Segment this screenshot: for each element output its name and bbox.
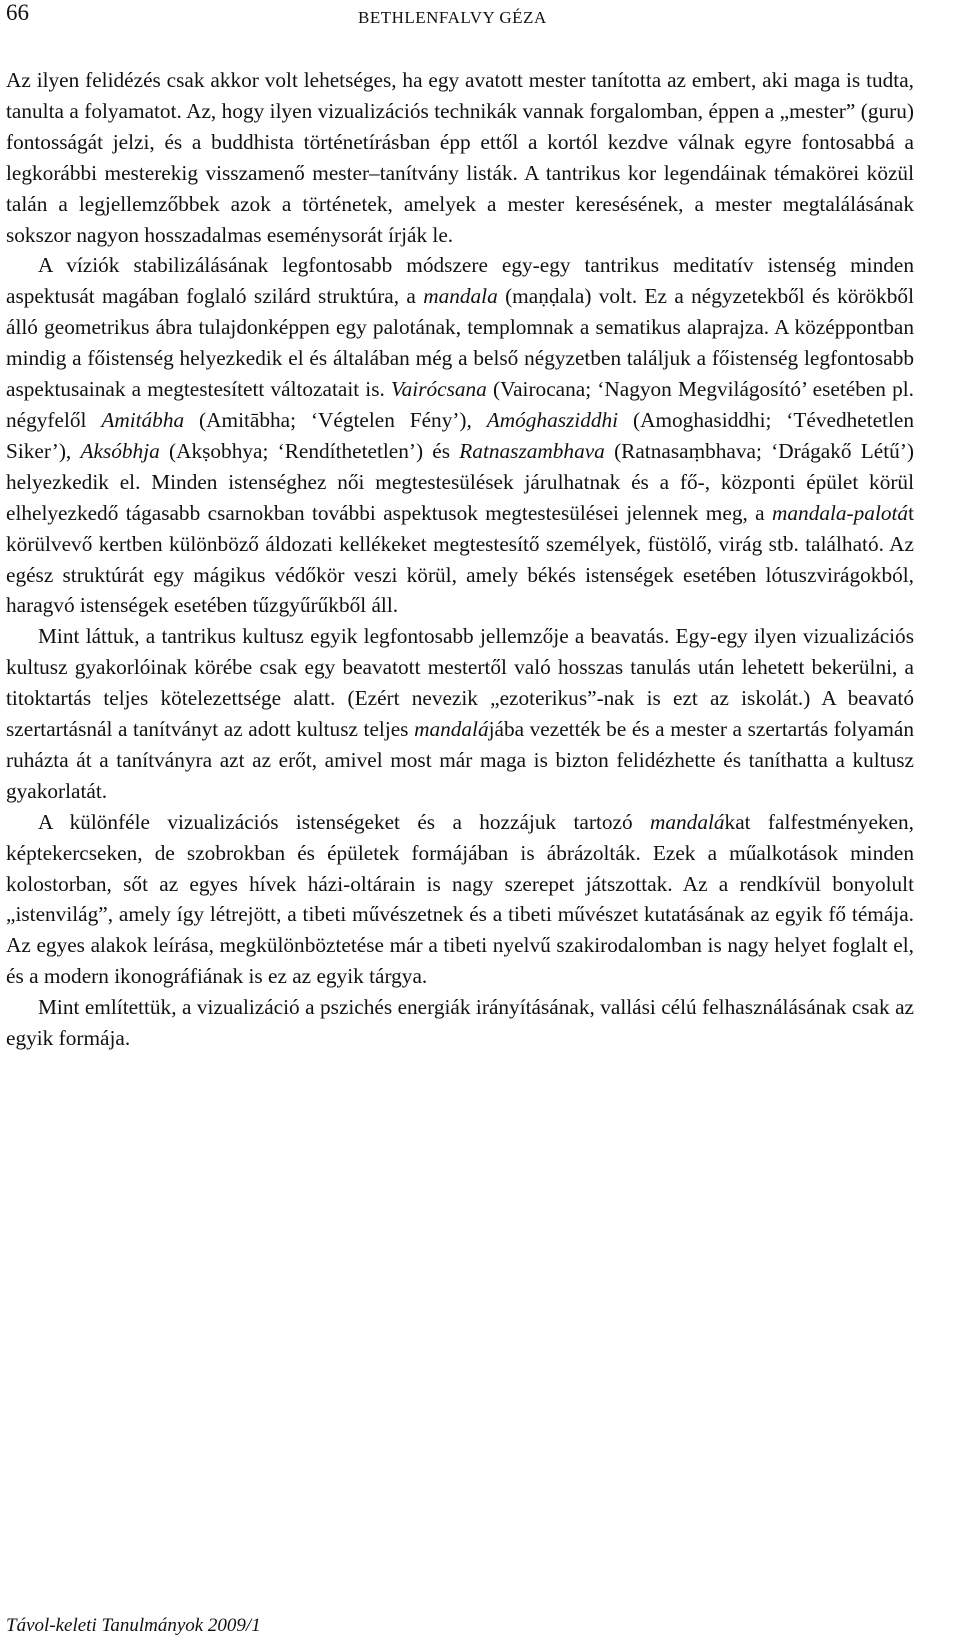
text-segment: t körülvevő kertben különböző áldozati kellékeket megtestesítő személyek, füstölő, virág stb. található. Az egész struktúrát egy mágikus védőkör veszi körül, amely békés istenségek esetében lótuszvirágokból, haragvó istenségek esetében tűzgyűrűkből áll. [6,500,914,618]
text-segment: A víziók stabilizálásának legfontosabb módszere egy-egy tantrikus meditatív istenség minden aspektusát magában foglaló szilárd struktúra, a [6,253,914,309]
text-segment: kat falfestményeken, képtekercseken, de szobrokban és épületek formájában is ábrázolták. Ezek a műalkotások minden kolostorban, sőt az egyes hívek házi-oltárain is nagy szerepet játszottak. Az a rendkívül bonyolult „istenvilág”, amely így létrejött, a tibeti művészetnek és a tibeti művészet kutatásának az egyik fő témája. Az egyes alakok leírása, megkülönböztetése már a tibeti nyelvű szakirodalomban is nagy helyet foglalt el, és a modern ikonográfiának is ez az egyik tárgya. [6,809,914,989]
paragraph-p2 [6,250,914,621]
italic-term: mandalá [414,717,489,742]
text-segment: Az ilyen felidézés csak akkor volt lehetséges, ha egy avatott mester tanította az embert, aki maga is tudta, tanulta a folyamatot. Az, hogy ilyen vizualizációs technikák vannak forgalomban, éppen a „mester” (guru) fontosságát jelzi, és a buddhista történetírásban épp ettől a kortól kezdve válnak egyre fontosabbá a legkorábbi mesterekig visszamenő mester–tanítvány listák. A tantrikus kor legendáinak témakörei közül talán a legjellemzőbbek azok a történetek, amelyek a mester keresésének, a mester megtalálásának sokszor nagyon hosszadalmas eseménysorát írják le. [6,68,914,247]
paragraph-p5 [6,992,914,1054]
text-segment: Mint láttuk, a tantrikus kultusz egyik legfontosabb jellemzője a beavatás. Egy-egy ilyen vizualizációs kultusz gyakorlóinak körébe csak egy beavatott mestertől való hosszas tanulás után lehetett bekerülni, a titoktartás teljes kötelezettsége alatt. (Ezért nevezik „ezoterikus”-nak is ezt az iskolát.) A beavató szertartásnál a tanítványt az adott kultusz teljes [6,624,914,742]
paragraph-p1 [6,65,914,250]
text-segment: (Amitābha; ‘Végtelen Fény’), [184,407,487,432]
italic-term: Vairócsana [390,377,487,402]
running-head: BETHLENFALVY GÉZA [358,8,547,27]
paragraph-p4 [6,807,914,992]
body-text [6,65,914,1054]
italic-term: mandala [423,284,498,309]
text-segment: (maṇḍala) volt. Ez a négyzetekből és körökből álló geometrikus ábra tulajdonképpen egy palotának, templomnak a sematikus alaprajza. A középpontban mindig a főistenség helyezkedik el és általában még a belső négyzetben találjuk a főistenség legfontosabb aspektusainak a megtestesített változatait is. [6,284,914,402]
text-segment: (Ratnasaṃbhava; ‘Drágakő Létű’) helyezkedik el. Minden istenséghez női megtestesülések járulhatnak és a fő-, központi épület körül elhelyezkedő tágasabb csarnokban további aspektusok megtestesülései jelennek meg, a [6,438,914,525]
text-segment: (Vairocana; ‘Nagyon Megvilágosító’ esetében pl. négyfelől [6,377,914,432]
text-segment: Mint említettük, a vizualizáció a pszichés energiák irányításának, vallási célú felhasználásának csak az egyik formája. [6,995,914,1051]
footer-journal: Távol-keleti Tanulmányok 2009/1 [6,1615,261,1636]
paragraph-p3 [6,621,914,806]
italic-term: Amóghasziddhi [486,407,619,432]
italic-term: Amitábha [101,407,185,432]
text-segment: jába vezették be és a mester a szertartás folyamán ruházta át a tanítványra azt az erőt, amivel most már maga is bizton felidézhette és taníthatta a kultusz gyakorlatát. [6,717,914,803]
italic-term: mandalá [650,809,725,834]
text-segment: (Akṣobhya; ‘Rendíthetetlen’) és [159,438,460,463]
italic-term: Ratnaszambhava [459,438,605,463]
italic-term: mandala-palotá [772,500,909,525]
page-number: 66 [6,0,29,25]
text-segment: A különféle vizualizációs istenségeket és a hozzájuk tartozó [38,809,650,834]
italic-term: Aksóbhja [80,438,160,463]
text-segment: (Amoghasiddhi; ‘Tévedhetetlen Siker’), [6,407,914,463]
